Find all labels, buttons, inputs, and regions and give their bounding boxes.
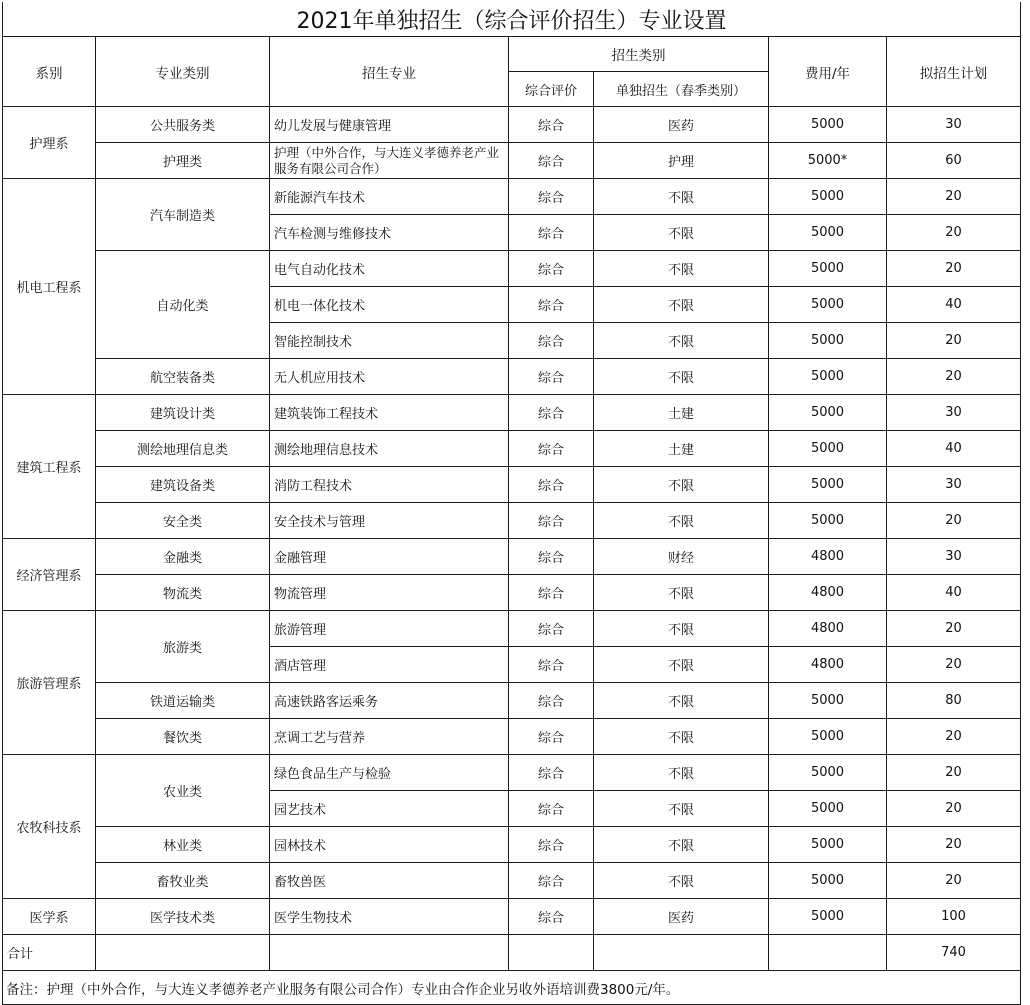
empty-cell	[594, 935, 769, 971]
plan-cell: 30	[887, 539, 1021, 575]
page-title: 2021年单独招生（综合评价招生）专业设置	[3, 2, 1021, 37]
header-plan: 拟招生计划	[887, 37, 1021, 107]
independent-cell: 医药	[594, 899, 769, 935]
fee-cell: 5000	[769, 683, 887, 719]
major-cell: 物流管理	[270, 575, 509, 611]
fee-cell: 5000	[769, 899, 887, 935]
comprehensive-cell: 综合	[509, 467, 594, 503]
plan-cell: 40	[887, 287, 1021, 323]
major-cell: 消防工程技术	[270, 467, 509, 503]
plan-cell: 30	[887, 467, 1021, 503]
independent-cell: 土建	[594, 395, 769, 431]
independent-cell: 不限	[594, 287, 769, 323]
category-cell: 铁道运输类	[96, 683, 270, 719]
major-cell: 园林技术	[270, 827, 509, 863]
plan-cell: 20	[887, 323, 1021, 359]
category-cell: 建筑设备类	[96, 467, 270, 503]
comprehensive-cell: 综合	[509, 287, 594, 323]
table-row	[3, 143, 1021, 179]
comprehensive-cell: 综合	[509, 791, 594, 827]
fee-cell: 5000	[769, 107, 887, 143]
major-cell: 无人机应用技术	[270, 359, 509, 395]
independent-cell: 不限	[594, 611, 769, 647]
major-cell: 酒店管理	[270, 647, 509, 683]
fee-cell: 5000	[769, 827, 887, 863]
comprehensive-cell: 综合	[509, 719, 594, 755]
fee-cell: 5000	[769, 215, 887, 251]
table-row	[3, 863, 1021, 899]
category-cell: 建筑设计类	[96, 395, 270, 431]
independent-cell: 财经	[594, 539, 769, 575]
fee-cell: 5000	[769, 755, 887, 791]
plan-cell: 100	[887, 899, 1021, 935]
fee-cell: 4800	[769, 539, 887, 575]
independent-cell: 不限	[594, 683, 769, 719]
plan-cell: 20	[887, 863, 1021, 899]
major-cell: 护理（中外合作，与大连义孝德养老产业服务有限公司合作）	[270, 143, 509, 179]
comprehensive-cell: 综合	[509, 611, 594, 647]
empty-cell	[96, 935, 270, 971]
plan-cell: 20	[887, 215, 1021, 251]
independent-cell: 不限	[594, 179, 769, 215]
department-cell: 经济管理系	[3, 539, 96, 611]
independent-cell: 不限	[594, 503, 769, 539]
fee-cell: 5000	[769, 503, 887, 539]
independent-cell: 医药	[594, 107, 769, 143]
plan-cell: 40	[887, 431, 1021, 467]
comprehensive-cell: 综合	[509, 899, 594, 935]
header-independent: 单独招生（春季类别）	[594, 72, 769, 107]
fee-cell: 5000	[769, 179, 887, 215]
fee-cell: 4800	[769, 611, 887, 647]
major-cell: 医学生物技术	[270, 899, 509, 935]
table-row	[3, 107, 1021, 143]
comprehensive-cell: 综合	[509, 539, 594, 575]
table-row	[3, 683, 1021, 719]
plan-cell: 20	[887, 251, 1021, 287]
category-cell: 自动化类	[96, 251, 270, 359]
plan-cell: 20	[887, 827, 1021, 863]
major-cell: 安全技术与管理	[270, 503, 509, 539]
fee-cell: 5000	[769, 251, 887, 287]
major-cell: 畜牧兽医	[270, 863, 509, 899]
comprehensive-cell: 综合	[509, 863, 594, 899]
category-cell: 餐饮类	[96, 719, 270, 755]
category-cell: 农业类	[96, 755, 270, 827]
independent-cell: 土建	[594, 431, 769, 467]
independent-cell: 不限	[594, 359, 769, 395]
table-row	[3, 899, 1021, 935]
table-row	[3, 431, 1021, 467]
comprehensive-cell: 综合	[509, 827, 594, 863]
empty-cell	[769, 935, 887, 971]
header-comprehensive: 综合评价	[509, 72, 594, 107]
department-cell: 农牧科技系	[3, 755, 96, 899]
major-cell: 高速铁路客运乘务	[270, 683, 509, 719]
independent-cell: 不限	[594, 863, 769, 899]
table-row	[3, 827, 1021, 863]
plan-cell: 20	[887, 719, 1021, 755]
fee-cell: 5000	[769, 359, 887, 395]
table-row	[3, 611, 1021, 647]
major-cell: 绿色食品生产与检验	[270, 755, 509, 791]
independent-cell: 不限	[594, 755, 769, 791]
independent-cell: 护理	[594, 143, 769, 179]
plan-cell: 20	[887, 503, 1021, 539]
comprehensive-cell: 综合	[509, 395, 594, 431]
fee-cell: 5000	[769, 719, 887, 755]
plan-cell: 40	[887, 575, 1021, 611]
department-cell: 建筑工程系	[3, 395, 96, 539]
comprehensive-cell: 综合	[509, 575, 594, 611]
table-row	[3, 251, 1021, 287]
department-cell: 机电工程系	[3, 179, 96, 395]
header-enrollment-type: 招生类别	[509, 37, 769, 72]
department-cell: 旅游管理系	[3, 611, 96, 755]
plan-cell: 60	[887, 143, 1021, 179]
comprehensive-cell: 综合	[509, 251, 594, 287]
independent-cell: 不限	[594, 467, 769, 503]
footnote: 备注：护理（中外合作，与大连义孝德养老产业服务有限公司合作）专业由合作企业另收外语培训费3800元/年。	[3, 971, 1021, 1005]
table-row	[3, 179, 1021, 215]
comprehensive-cell: 综合	[509, 215, 594, 251]
header-fee: 费用/年	[769, 37, 887, 107]
empty-cell	[270, 935, 509, 971]
fee-cell: 5000	[769, 467, 887, 503]
category-cell: 物流类	[96, 575, 270, 611]
major-cell: 电气自动化技术	[270, 251, 509, 287]
department-cell: 护理系	[3, 107, 96, 179]
comprehensive-cell: 综合	[509, 143, 594, 179]
fee-cell: 5000	[769, 395, 887, 431]
plan-cell: 30	[887, 395, 1021, 431]
department-cell: 医学系	[3, 899, 96, 935]
empty-cell	[509, 935, 594, 971]
plan-cell: 20	[887, 791, 1021, 827]
category-cell: 航空装备类	[96, 359, 270, 395]
independent-cell: 不限	[594, 575, 769, 611]
major-cell: 汽车检测与维修技术	[270, 215, 509, 251]
major-cell: 机电一体化技术	[270, 287, 509, 323]
independent-cell: 不限	[594, 647, 769, 683]
table-row	[3, 395, 1021, 431]
category-cell: 公共服务类	[96, 107, 270, 143]
fee-cell: 5000	[769, 323, 887, 359]
category-cell: 金融类	[96, 539, 270, 575]
plan-cell: 20	[887, 647, 1021, 683]
category-cell: 林业类	[96, 827, 270, 863]
comprehensive-cell: 综合	[509, 431, 594, 467]
independent-cell: 不限	[594, 827, 769, 863]
table-row	[3, 575, 1021, 611]
table-row	[3, 755, 1021, 791]
header-major: 招生专业	[270, 37, 509, 107]
comprehensive-cell: 综合	[509, 683, 594, 719]
major-cell: 智能控制技术	[270, 323, 509, 359]
plan-cell: 80	[887, 683, 1021, 719]
table-row	[3, 467, 1021, 503]
fee-cell: 5000	[769, 791, 887, 827]
independent-cell: 不限	[594, 791, 769, 827]
plan-cell: 20	[887, 611, 1021, 647]
comprehensive-cell: 综合	[509, 503, 594, 539]
fee-cell: 5000	[769, 863, 887, 899]
comprehensive-cell: 综合	[509, 107, 594, 143]
plan-cell: 20	[887, 359, 1021, 395]
major-cell: 测绘地理信息技术	[270, 431, 509, 467]
category-cell: 畜牧业类	[96, 863, 270, 899]
major-cell: 园艺技术	[270, 791, 509, 827]
independent-cell: 不限	[594, 719, 769, 755]
table-row	[3, 503, 1021, 539]
comprehensive-cell: 综合	[509, 359, 594, 395]
fee-cell: 4800	[769, 647, 887, 683]
comprehensive-cell: 综合	[509, 323, 594, 359]
plan-cell: 20	[887, 179, 1021, 215]
independent-cell: 不限	[594, 323, 769, 359]
category-cell: 护理类	[96, 143, 270, 179]
fee-cell: 5000	[769, 431, 887, 467]
header-department: 系别	[3, 37, 96, 107]
category-cell: 测绘地理信息类	[96, 431, 270, 467]
independent-cell: 不限	[594, 251, 769, 287]
total-plan: 740	[887, 935, 1021, 971]
major-cell: 幼儿发展与健康管理	[270, 107, 509, 143]
fee-cell: 5000*	[769, 143, 887, 179]
comprehensive-cell: 综合	[509, 755, 594, 791]
plan-cell: 20	[887, 755, 1021, 791]
category-cell: 医学技术类	[96, 899, 270, 935]
comprehensive-cell: 综合	[509, 647, 594, 683]
independent-cell: 不限	[594, 215, 769, 251]
major-cell: 建筑装饰工程技术	[270, 395, 509, 431]
category-cell: 旅游类	[96, 611, 270, 683]
comprehensive-cell: 综合	[509, 179, 594, 215]
major-cell: 烹调工艺与营养	[270, 719, 509, 755]
category-cell: 汽车制造类	[96, 179, 270, 251]
fee-cell: 4800	[769, 575, 887, 611]
table-row	[3, 539, 1021, 575]
table-row	[3, 359, 1021, 395]
total-row	[3, 935, 1021, 971]
major-cell: 金融管理	[270, 539, 509, 575]
enrollment-table	[2, 2, 1021, 1005]
header-category: 专业类别	[96, 37, 270, 107]
total-label: 合计	[3, 935, 96, 971]
plan-cell: 30	[887, 107, 1021, 143]
table-row	[3, 719, 1021, 755]
major-cell: 新能源汽车技术	[270, 179, 509, 215]
category-cell: 安全类	[96, 503, 270, 539]
fee-cell: 5000	[769, 287, 887, 323]
major-cell: 旅游管理	[270, 611, 509, 647]
